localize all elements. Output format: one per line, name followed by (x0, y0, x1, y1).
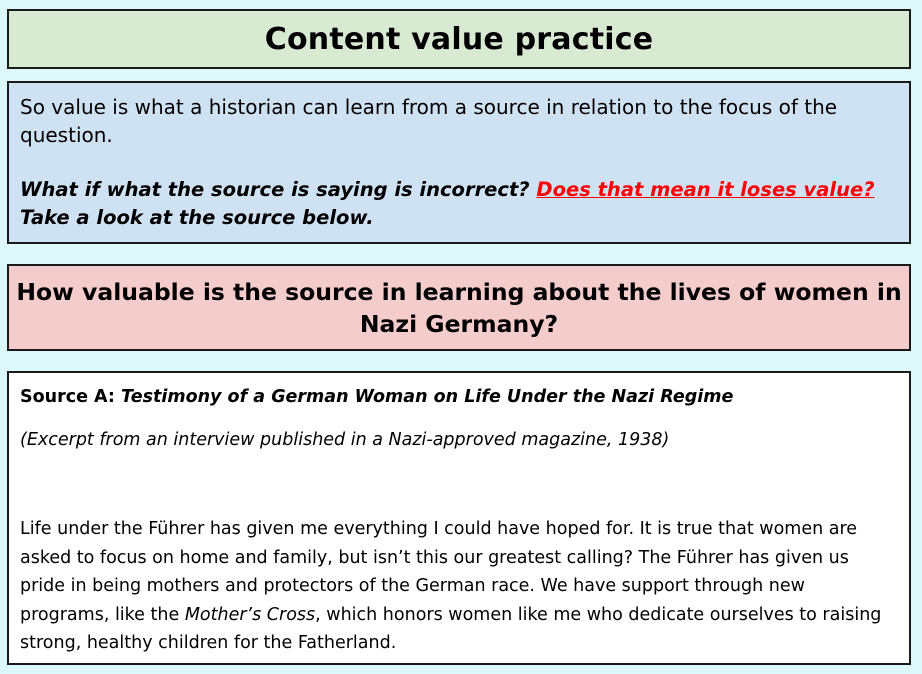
source-note: (Excerpt from an interview published in a Nazi-approved magazine, 1938) (20, 430, 670, 450)
loses-value-link[interactable]: Does that mean it loses value? (536, 178, 875, 201)
intro-panel (7, 81, 911, 244)
source-title: Testimony of a German Woman on Life Under the Nazi Regime (121, 387, 734, 407)
intro-question-part2: Take a look at the source below. (20, 206, 374, 229)
intro-question (20, 176, 899, 232)
page-title: Content value practice (264, 21, 654, 57)
source-body-part2: , which honors women like me who dedicate ourselves to raising strong, healthy children for the Fatherland. (20, 604, 882, 653)
source-body-part1: Life under the Führer has given me everything I could have hoped for. It is true that women are asked to focus on home and family, but isn’t this our greatest calling? The Führer has given us pride in being mothers and protectors of the German race. We have support through new programs, like the (20, 519, 858, 625)
source-heading (20, 385, 899, 409)
title-banner (7, 9, 911, 69)
intro-text: So value is what a historian can learn from a source in relation to the focus of the question. (20, 95, 838, 147)
source-body (20, 515, 899, 658)
source-label: Source A: (20, 387, 115, 407)
question-panel (7, 264, 911, 351)
source-panel (7, 371, 911, 665)
question-heading: How valuable is the source in learning about the lives of women in Nazi Germany? (16, 277, 902, 338)
mothers-cross-term: Mother’s Cross (184, 604, 316, 625)
intro-question-part1: What if what the source is saying is incorrect? (20, 178, 530, 201)
